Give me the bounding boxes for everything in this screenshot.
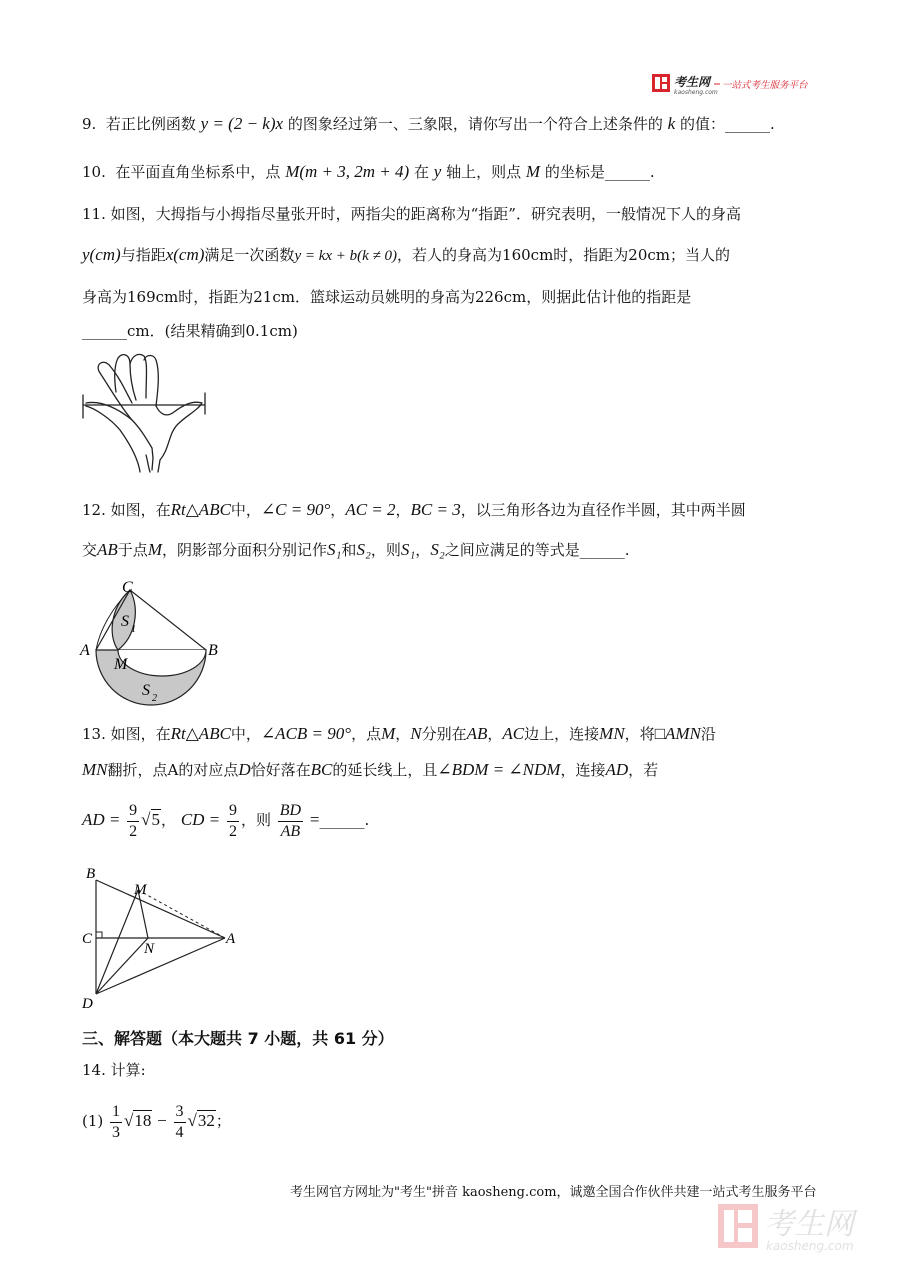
semicircle-figure [78,578,228,708]
fold-triangle-figure [80,862,245,1012]
hand-span-figure [80,348,215,490]
label-M: M [134,882,147,898]
question-14-part1: (1) $\frac{1}{3}$ √18 − $\frac{3}{4}$ √32； [82,1102,231,1141]
watermark [716,1200,886,1260]
question-12-line1: 12. 如图，在Rt△ABC中，∠C = 90°，AC = 2，BC = 3，以三角形各边为直径作半圆，其中两半圆 [82,500,746,519]
label-N: N [144,941,155,957]
svg-text:考生网: 考生网 [764,1207,854,1242]
question-13-line2: MN翻折，点A的对应点D恰好落在BC的延长线上，且∠BDM = ∠NDM，连接AD，若 [82,760,659,779]
question-9: 9. 若正比例函数 y = (2 − k)x 的图象经过第一、三象限，请你写出一个符合上述条件的 k 的值：______. [82,114,775,133]
question-13-line3: AD = $\frac{9}{2}$ √5， CD = $\frac{9}{2}$ ，则 $\frac{BD}{AB}$ =______. [82,801,370,840]
brand-logo [652,72,820,98]
section-title: 三、解答题（本大题共 7 小题，共 61 分） [82,1029,394,1048]
footer-text: 考生网官方网址为"考生"拼音 kaosheng.com，诚邀全国合作伙伴共建一站式考生服务平台 [290,1185,817,1200]
brand-header [652,72,820,102]
label-A: A [80,642,90,659]
label-S2: S [142,682,150,699]
question-11-line3: 身高为169cm时，指距为21cm．篮球运动员姚明的身高为226cm，则据此估计他的指距是 [82,288,692,306]
label-A: A [226,931,236,947]
svg-text:kaosheng.com: kaosheng.com [766,1239,854,1253]
label-C: C [122,579,133,596]
question-13-line1: 13. 如图，在Rt△ABC中，∠ACB = 90°，点M，N分别在AB，AC边上，连接MN，将□AMN沿 [82,724,716,743]
logo-mark-icon [652,74,670,92]
logo-text: 考生网 [674,75,711,89]
label-D: D [82,996,93,1012]
question-12-line2: 交AB于点M，阴影部分面积分别记作S₁和S₂，则S₁，S₂之间应满足的等式是______. [82,540,630,559]
line-BA [96,880,225,938]
svg-text:2: 2 [152,693,157,704]
question-11-line1: 11. 如图，大拇指与小拇指尽量张开时，两指尖的距离称为“指距”．研究表明，一般情况下人的身高 [82,205,741,223]
label-B: B [208,642,218,659]
question-11-line2: y(cm)与指距x(cm)满足一次函数y = kx + b(k ≠ 0)，若人的身高为160cm时，指距为20cm；当人的 [82,245,731,264]
slogan: 一站式考生服务平台 [722,80,808,91]
label-S1: S [121,613,129,630]
svg-text:1: 1 [131,624,136,635]
dashed-MA [138,890,225,938]
question-14: 14. 计算: [82,1061,146,1079]
svg-text:kaosheng.com: kaosheng.com [674,89,718,96]
question-11-line4: ______cm．(结果精确到0.1cm) [82,322,298,340]
line-DN [96,938,148,994]
label-B: B [86,866,96,882]
label-C: C [82,931,93,947]
question-10: 10. 在平面直角坐标系中，点 M(m + 3, 2m + 4) 在 y 轴上，则点 M 的坐标是______. [82,162,655,181]
label-M: M [114,656,128,673]
